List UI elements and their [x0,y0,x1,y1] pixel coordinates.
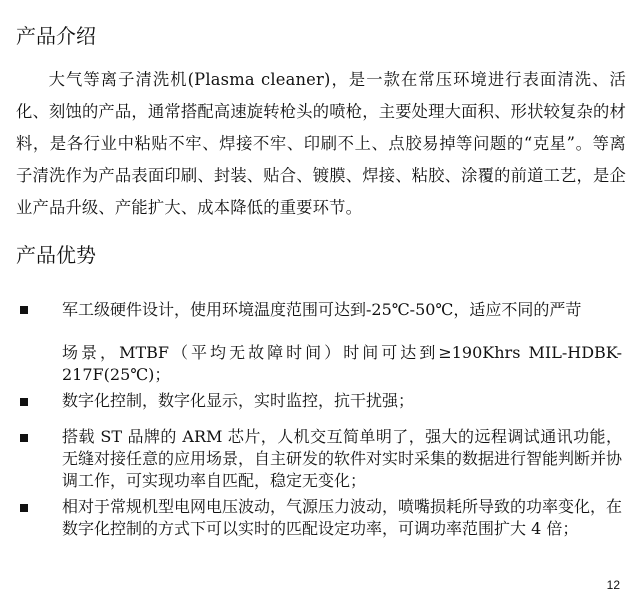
intro-paragraph: 大气等离子清洗机(Plasma cleaner)，是一款在常压环境进行表面清洗、活化、刻蚀的产品，通常搭配高速旋转枪头的喷枪，主要处理大面积、形状较复杂的材料，是各行业中粘贴不牢、焊接不牢、印刷不上、点胶易掉等问题的“克星”。等离子清洗作为产品表面印刷、封装、贴合、镀膜、焊接、粘胶、涂覆的前道工艺，是企业产品升级、产能扩大、成本降低的重要环节。 [16,70,626,217]
bullet-square-icon [20,398,28,406]
section-title-product-advantages: 产品优势 [16,243,96,267]
bullet-square-icon [20,504,28,512]
bullet-item-1-line-2: 场景，MTBF（平均无故障时间）时间可达到≥190Khrs MIL-HDBK-217F(25℃)； [62,343,622,384]
bullet-square-icon [20,306,28,314]
section-title-product-intro: 产品介绍 [16,24,96,48]
bullet-item-2: 数字化控制，数字化显示，实时监控，抗干扰强； [62,391,415,410]
page-number: 12 [606,578,620,592]
bullet-item-1-line-1: 军工级硬件设计，使用环境温度范围可达到-25℃-50℃，适应不同的严苛 [62,300,582,319]
bullet-square-icon [20,434,28,442]
bullet-item-4: 相对于常规机型电网电压波动，气源压力波动，喷嘴损耗所导致的功率变化，在数字化控制的方式下可以实时的匹配设定功率，可调功率范围扩大 4 倍； [62,497,623,538]
bullet-item-3: 搭载 ST 品牌的 ARM 芯片，人机交互简单明了，强大的远程调试通讯功能，无缝对接任意的应用场景，自主研发的软件对实时采集的数据进行智能判断并协调工作，可实现功率自匹配，稳定无变化； [62,427,623,490]
